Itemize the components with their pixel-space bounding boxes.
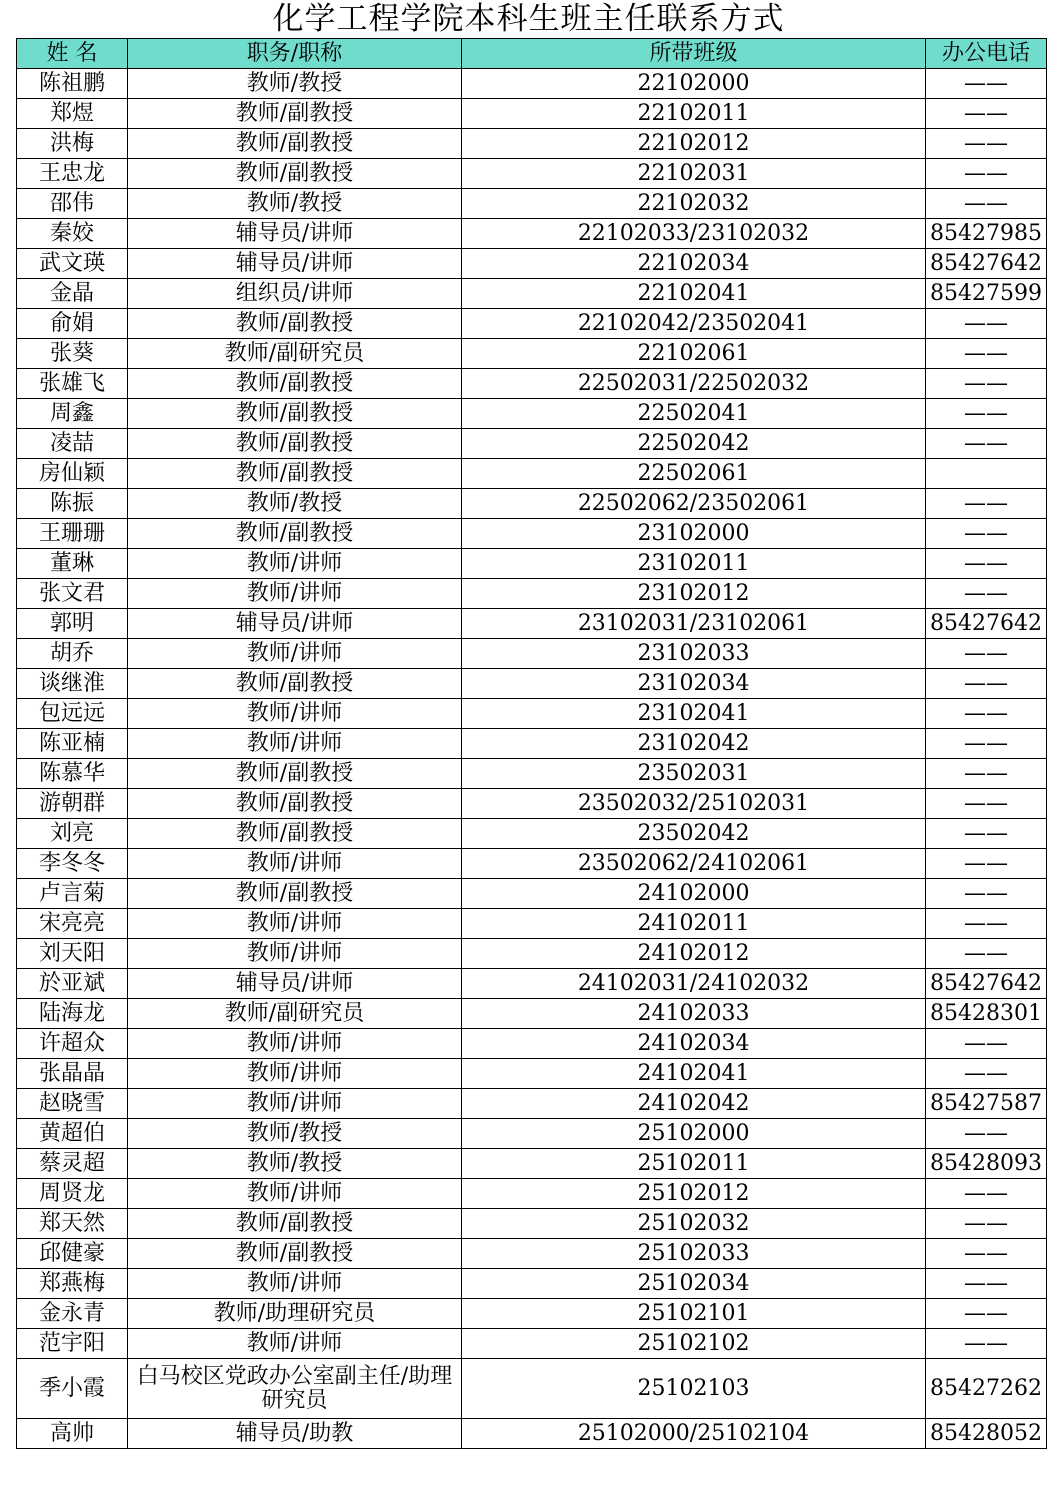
cell-title: 教师/副教授	[128, 1239, 462, 1269]
cell-name: 范宇阳	[17, 1329, 128, 1359]
table-row	[17, 789, 1047, 819]
table-row	[17, 1029, 1047, 1059]
table-row	[17, 759, 1047, 789]
cell-phone: ——	[926, 69, 1047, 99]
cell-title: 辅导员/助教	[128, 1419, 462, 1449]
cell-name: 游朝群	[17, 789, 128, 819]
cell-title: 辅导员/讲师	[128, 219, 462, 249]
table-row	[17, 369, 1047, 399]
cell-phone: ——	[926, 639, 1047, 669]
cell-title: 教师/副教授	[128, 399, 462, 429]
cell-phone: ——	[926, 1119, 1047, 1149]
cell-title: 教师/讲师	[128, 1059, 462, 1089]
table-row	[17, 939, 1047, 969]
table-row	[17, 729, 1047, 759]
cell-class: 23502032/25102031	[462, 789, 926, 819]
cell-title: 辅导员/讲师	[128, 249, 462, 279]
cell-class: 23102000	[462, 519, 926, 549]
cell-phone: ——	[926, 129, 1047, 159]
cell-title: 教师/副教授	[128, 99, 462, 129]
cell-phone: ——	[926, 369, 1047, 399]
table-row	[17, 609, 1047, 639]
table-row	[17, 1059, 1047, 1089]
cell-class: 25102011	[462, 1149, 926, 1179]
cell-title: 教师/副教授	[128, 129, 462, 159]
cell-title: 教师/副教授	[128, 429, 462, 459]
cell-class: 22102000	[462, 69, 926, 99]
cell-phone: ——	[926, 699, 1047, 729]
cell-title: 教师/教授	[128, 189, 462, 219]
cell-name: 蔡灵超	[17, 1149, 128, 1179]
header-name: 姓 名	[17, 39, 128, 69]
cell-name: 李冬冬	[17, 849, 128, 879]
cell-class: 22102031	[462, 159, 926, 189]
header-class: 所带班级	[462, 39, 926, 69]
table-row	[17, 429, 1047, 459]
cell-class: 24102034	[462, 1029, 926, 1059]
cell-phone: ——	[926, 879, 1047, 909]
cell-name: 洪梅	[17, 129, 128, 159]
table-row	[17, 1119, 1047, 1149]
cell-class: 22502031/22502032	[462, 369, 926, 399]
table-row	[17, 1209, 1047, 1239]
cell-title: 教师/副教授	[128, 459, 462, 489]
cell-class: 25102012	[462, 1179, 926, 1209]
cell-phone: ——	[926, 849, 1047, 879]
table-row	[17, 459, 1047, 489]
cell-class: 25102000/25102104	[462, 1419, 926, 1449]
cell-name: 武文瑛	[17, 249, 128, 279]
cell-title: 教师/教授	[128, 489, 462, 519]
cell-title: 教师/讲师	[128, 579, 462, 609]
cell-class: 22102033/23102032	[462, 219, 926, 249]
cell-phone: ——	[926, 429, 1047, 459]
table-row	[17, 1299, 1047, 1329]
cell-class: 25102103	[462, 1359, 926, 1419]
cell-phone: ——	[926, 99, 1047, 129]
table-row	[17, 399, 1047, 429]
table-row	[17, 1239, 1047, 1269]
cell-phone: ——	[926, 789, 1047, 819]
table-row	[17, 639, 1047, 669]
cell-class: 23102031/23102061	[462, 609, 926, 639]
cell-name: 邵伟	[17, 189, 128, 219]
cell-title: 教师/副教授	[128, 789, 462, 819]
cell-name: 董琳	[17, 549, 128, 579]
table-row	[17, 489, 1047, 519]
cell-class: 22102042/23502041	[462, 309, 926, 339]
cell-title: 教师/讲师	[128, 549, 462, 579]
cell-title: 教师/副教授	[128, 309, 462, 339]
table-row	[17, 309, 1047, 339]
cell-name: 秦姣	[17, 219, 128, 249]
cell-class: 23102041	[462, 699, 926, 729]
table-row	[17, 1359, 1047, 1419]
cell-class: 23102011	[462, 549, 926, 579]
cell-name: 王珊珊	[17, 519, 128, 549]
cell-class: 25102034	[462, 1269, 926, 1299]
cell-name: 张葵	[17, 339, 128, 369]
cell-name: 周鑫	[17, 399, 128, 429]
cell-title: 教师/副教授	[128, 159, 462, 189]
cell-class: 24102033	[462, 999, 926, 1029]
table-row	[17, 669, 1047, 699]
cell-class: 25102101	[462, 1299, 926, 1329]
cell-name: 房仙颖	[17, 459, 128, 489]
cell-class: 23102012	[462, 579, 926, 609]
cell-title: 教师/讲师	[128, 639, 462, 669]
cell-phone: ——	[926, 309, 1047, 339]
cell-name: 陈亚楠	[17, 729, 128, 759]
cell-phone: 85427642	[926, 969, 1047, 999]
table-row	[17, 1419, 1047, 1449]
cell-name: 张雄飞	[17, 369, 128, 399]
cell-phone: ——	[926, 1239, 1047, 1269]
cell-title: 教师/副教授	[128, 1209, 462, 1239]
cell-title: 教师/教授	[128, 69, 462, 99]
table-row	[17, 999, 1047, 1029]
cell-phone: ——	[926, 1269, 1047, 1299]
cell-name: 郑煜	[17, 99, 128, 129]
cell-name: 宋亮亮	[17, 909, 128, 939]
cell-class: 23102034	[462, 669, 926, 699]
cell-phone: 85427985	[926, 219, 1047, 249]
cell-phone: ——	[926, 1209, 1047, 1239]
cell-class: 22502062/23502061	[462, 489, 926, 519]
cell-class: 22102011	[462, 99, 926, 129]
table-row	[17, 99, 1047, 129]
cell-phone: ——	[926, 519, 1047, 549]
cell-class: 23102042	[462, 729, 926, 759]
cell-title: 教师/讲师	[128, 909, 462, 939]
table-row	[17, 129, 1047, 159]
cell-name: 谈继淮	[17, 669, 128, 699]
cell-name: 於亚斌	[17, 969, 128, 999]
cell-name: 周贤龙	[17, 1179, 128, 1209]
cell-name: 胡乔	[17, 639, 128, 669]
cell-class: 22502041	[462, 399, 926, 429]
cell-name: 陆海龙	[17, 999, 128, 1029]
cell-name: 许超众	[17, 1029, 128, 1059]
cell-phone: ——	[926, 939, 1047, 969]
cell-class: 22102034	[462, 249, 926, 279]
cell-class: 22102041	[462, 279, 926, 309]
cell-title: 教师/副教授	[128, 819, 462, 849]
table-row	[17, 549, 1047, 579]
cell-name: 黄超伯	[17, 1119, 128, 1149]
table-row	[17, 159, 1047, 189]
cell-class: 24102011	[462, 909, 926, 939]
cell-name: 金晶	[17, 279, 128, 309]
header-title: 职务/职称	[128, 39, 462, 69]
cell-class: 25102102	[462, 1329, 926, 1359]
cell-name: 陈祖鹏	[17, 69, 128, 99]
cell-title: 教师/讲师	[128, 1029, 462, 1059]
cell-title: 教师/副教授	[128, 669, 462, 699]
cell-phone: 85428093	[926, 1149, 1047, 1179]
cell-class: 24102012	[462, 939, 926, 969]
cell-phone: ——	[926, 1329, 1047, 1359]
table-row	[17, 879, 1047, 909]
table-row	[17, 1329, 1047, 1359]
cell-phone: 85427262	[926, 1359, 1047, 1419]
cell-name: 季小霞	[17, 1359, 128, 1419]
cell-name: 刘天阳	[17, 939, 128, 969]
table-row	[17, 909, 1047, 939]
contact-table	[16, 38, 1047, 1449]
table-row	[17, 1269, 1047, 1299]
cell-phone: 85427642	[926, 609, 1047, 639]
cell-phone: ——	[926, 1059, 1047, 1089]
table-row	[17, 699, 1047, 729]
table-row	[17, 219, 1047, 249]
cell-name: 陈慕华	[17, 759, 128, 789]
table-row	[17, 1149, 1047, 1179]
cell-title: 教师/讲师	[128, 729, 462, 759]
cell-phone: ——	[926, 159, 1047, 189]
cell-phone: ——	[926, 399, 1047, 429]
table-row	[17, 69, 1047, 99]
table-row	[17, 1179, 1047, 1209]
cell-phone: ——	[926, 1179, 1047, 1209]
cell-class: 23502062/24102061	[462, 849, 926, 879]
cell-name: 张文君	[17, 579, 128, 609]
cell-phone: 85428301	[926, 999, 1047, 1029]
table-row	[17, 819, 1047, 849]
cell-phone: ——	[926, 729, 1047, 759]
table-row	[17, 279, 1047, 309]
header-row	[17, 39, 1047, 69]
cell-title: 教师/讲师	[128, 939, 462, 969]
cell-class: 23502031	[462, 759, 926, 789]
table-row	[17, 579, 1047, 609]
cell-class: 24102042	[462, 1089, 926, 1119]
cell-name: 王忠龙	[17, 159, 128, 189]
cell-phone: 85427599	[926, 279, 1047, 309]
cell-phone: 85427642	[926, 249, 1047, 279]
cell-name: 卢言菊	[17, 879, 128, 909]
cell-class: 22102012	[462, 129, 926, 159]
cell-name: 刘亮	[17, 819, 128, 849]
cell-title: 教师/助理研究员	[128, 1299, 462, 1329]
cell-title: 教师/讲师	[128, 849, 462, 879]
cell-title: 教师/讲师	[128, 1089, 462, 1119]
page-title: 化学工程学院本科生班主任联系方式	[272, 1, 785, 37]
cell-name: 高帅	[17, 1419, 128, 1449]
cell-class: 22502042	[462, 429, 926, 459]
cell-class: 24102041	[462, 1059, 926, 1089]
cell-name: 俞娟	[17, 309, 128, 339]
cell-title: 辅导员/讲师	[128, 969, 462, 999]
cell-title: 教师/副教授	[128, 519, 462, 549]
cell-class: 25102000	[462, 1119, 926, 1149]
cell-class: 24102000	[462, 879, 926, 909]
cell-title: 教师/教授	[128, 1149, 462, 1179]
cell-name: 郭明	[17, 609, 128, 639]
cell-phone: ——	[926, 339, 1047, 369]
cell-name: 赵晓雪	[17, 1089, 128, 1119]
cell-name: 邱健豪	[17, 1239, 128, 1269]
cell-title: 教师/讲师	[128, 1329, 462, 1359]
cell-phone: 85427587	[926, 1089, 1047, 1119]
cell-title: 教师/讲师	[128, 1179, 462, 1209]
cell-class: 25102033	[462, 1239, 926, 1269]
table-row	[17, 849, 1047, 879]
cell-phone: ——	[926, 549, 1047, 579]
cell-title: 教师/副教授	[128, 879, 462, 909]
cell-phone: ——	[926, 759, 1047, 789]
cell-phone	[926, 459, 1047, 489]
cell-phone: ——	[926, 189, 1047, 219]
cell-name: 张晶晶	[17, 1059, 128, 1089]
cell-class: 22502061	[462, 459, 926, 489]
cell-title: 教师/副教授	[128, 759, 462, 789]
cell-title: 教师/讲师	[128, 1269, 462, 1299]
cell-phone: ——	[926, 669, 1047, 699]
cell-name: 金永青	[17, 1299, 128, 1329]
cell-title: 辅导员/讲师	[128, 609, 462, 639]
cell-title: 教师/副教授	[128, 369, 462, 399]
table-row	[17, 969, 1047, 999]
cell-name: 陈振	[17, 489, 128, 519]
cell-title: 教师/副研究员	[128, 339, 462, 369]
cell-title: 教师/讲师	[128, 699, 462, 729]
cell-name: 郑燕梅	[17, 1269, 128, 1299]
cell-phone: ——	[926, 1029, 1047, 1059]
table-row	[17, 189, 1047, 219]
cell-phone: ——	[926, 909, 1047, 939]
cell-phone: ——	[926, 1299, 1047, 1329]
cell-name: 郑天然	[17, 1209, 128, 1239]
cell-name: 包远远	[17, 699, 128, 729]
cell-title: 组织员/讲师	[128, 279, 462, 309]
table-body	[17, 69, 1047, 1449]
table-row	[17, 249, 1047, 279]
cell-class: 22102061	[462, 339, 926, 369]
cell-phone: ——	[926, 579, 1047, 609]
cell-class: 22102032	[462, 189, 926, 219]
cell-phone: ——	[926, 819, 1047, 849]
cell-class: 25102032	[462, 1209, 926, 1239]
cell-name: 凌喆	[17, 429, 128, 459]
cell-phone: 85428052	[926, 1419, 1047, 1449]
header-phone: 办公电话	[926, 39, 1047, 69]
table-row	[17, 519, 1047, 549]
cell-class: 23102033	[462, 639, 926, 669]
table-row	[17, 339, 1047, 369]
cell-title: 教师/副研究员	[128, 999, 462, 1029]
cell-class: 24102031/24102032	[462, 969, 926, 999]
cell-title: 白马校区党政办公室副主任/助理研究员	[128, 1359, 462, 1419]
table-row	[17, 1089, 1047, 1119]
cell-class: 23502042	[462, 819, 926, 849]
cell-phone: ——	[926, 489, 1047, 519]
cell-title: 教师/教授	[128, 1119, 462, 1149]
